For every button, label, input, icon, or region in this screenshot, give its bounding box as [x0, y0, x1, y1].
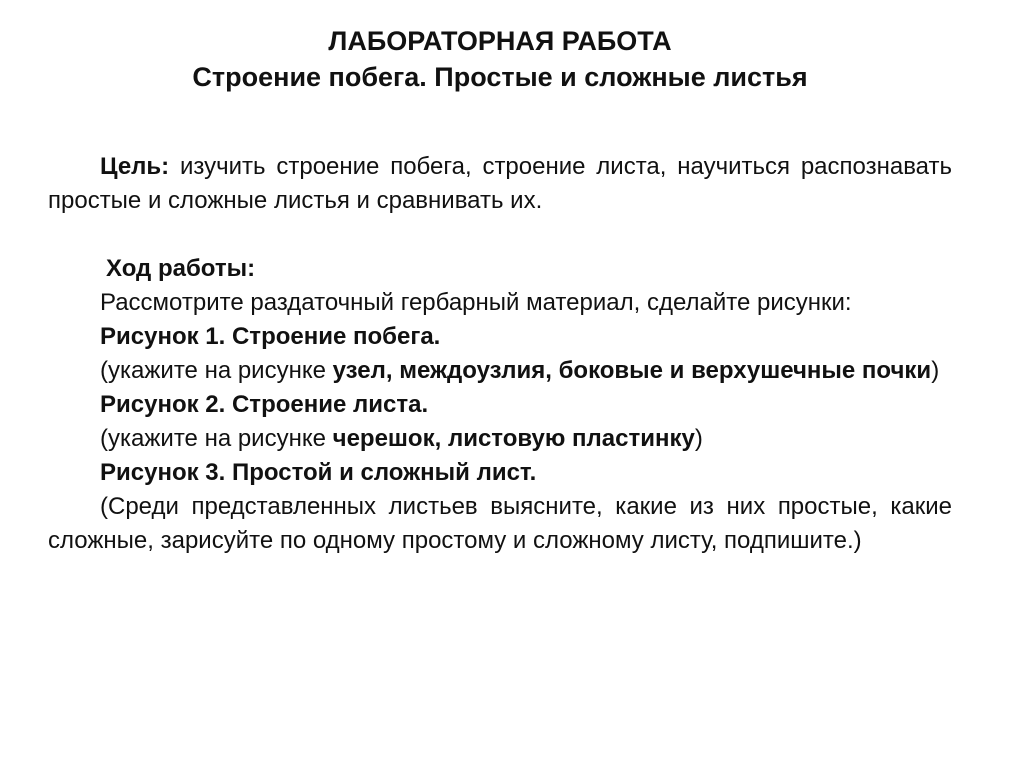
figure2-note [48, 422, 952, 456]
title-block [48, 23, 952, 95]
procedure-intro: Рассмотрите раздаточный гербарный материал, сделайте рисунки: [100, 289, 852, 316]
figure2-note-prefix: (укажите на рисунке [100, 425, 333, 452]
document-body [48, 150, 952, 558]
title-lab-work: ЛАБОРАТОРНАЯ РАБОТА [328, 26, 672, 56]
figure1-note-terms: узел, междоузлия, боковые и верхушечные почки [332, 357, 932, 384]
figure3-title: Рисунок 3. Простой и сложный лист. [100, 459, 537, 486]
procedure-heading: Ход работы: [106, 255, 256, 282]
document-page [48, 0, 952, 767]
figure3-note: (Среди представленных листьев выясните, какие из них простые, какие сложные, зарисуйте по одному простому и сложному листу, подпишите.) [48, 493, 952, 554]
title-topic: Строение побега. Простые и сложные листья [192, 62, 808, 92]
goal-paragraph [48, 150, 952, 218]
spacer [48, 218, 952, 252]
goal-text: изучить строение побега, строение листа, научиться распознавать простые и сложные листья и сравнивать их. [48, 153, 952, 214]
figure1-note [48, 354, 952, 388]
figure1-note-prefix: (укажите на рисунке [100, 357, 333, 384]
figure2-note-suffix: ) [694, 425, 703, 452]
figure2-title: Рисунок 2. Строение листа. [100, 391, 429, 418]
figure1-note-suffix: ) [931, 357, 940, 384]
figure1-title: Рисунок 1. Строение побега. [100, 323, 441, 350]
goal-label: Цель: [100, 153, 170, 180]
figure2-note-terms: черешок, листовую пластинку [332, 425, 695, 452]
